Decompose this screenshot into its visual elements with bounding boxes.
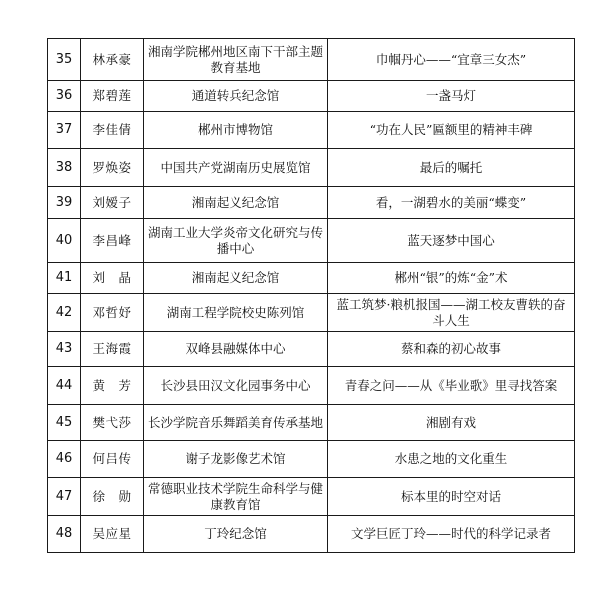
person-name: 樊弋莎 <box>81 405 144 441</box>
nominee-table <box>47 38 575 553</box>
venue-name: 双峰县融媒体中心 <box>144 332 328 367</box>
table-row <box>48 294 575 332</box>
story-title: “功在人民”匾额里的精神丰碑 <box>328 112 575 149</box>
table-row <box>48 219 575 263</box>
row-number: 44 <box>48 367 81 405</box>
story-title: 蓝天逐梦中国心 <box>328 219 575 263</box>
story-title: 青春之问——从《毕业歌》里寻找答案 <box>328 367 575 405</box>
row-number: 42 <box>48 294 81 332</box>
table-row <box>48 405 575 441</box>
venue-name: 湘南学院郴州地区南下干部主题教育基地 <box>144 39 328 81</box>
venue-name: 湖南工程学院校史陈列馆 <box>144 294 328 332</box>
table-row <box>48 441 575 478</box>
story-title: 湘剧有戏 <box>328 405 575 441</box>
person-name: 罗焕姿 <box>81 149 144 187</box>
venue-name: 常德职业技术学院生命科学与健康教育馆 <box>144 478 328 516</box>
venue-name: 湘南起义纪念馆 <box>144 263 328 294</box>
row-number: 46 <box>48 441 81 478</box>
table-row <box>48 516 575 553</box>
person-name: 徐 勋 <box>81 478 144 516</box>
row-number: 37 <box>48 112 81 149</box>
person-name: 李昌峰 <box>81 219 144 263</box>
row-number: 40 <box>48 219 81 263</box>
person-name: 王海霞 <box>81 332 144 367</box>
story-title: 郴州“银”的炼“金”术 <box>328 263 575 294</box>
table-row <box>48 39 575 81</box>
venue-name: 中国共产党湖南历史展览馆 <box>144 149 328 187</box>
person-name: 林承豪 <box>81 39 144 81</box>
story-title: 水患之地的文化重生 <box>328 441 575 478</box>
person-name: 刘 晶 <box>81 263 144 294</box>
story-title: 看，一湖碧水的美丽“蝶变” <box>328 187 575 219</box>
venue-name: 通道转兵纪念馆 <box>144 81 328 112</box>
table-row <box>48 187 575 219</box>
person-name: 邓哲妤 <box>81 294 144 332</box>
person-name: 黄 芳 <box>81 367 144 405</box>
table-row <box>48 263 575 294</box>
venue-name: 郴州市博物馆 <box>144 112 328 149</box>
story-title: 蔡和森的初心故事 <box>328 332 575 367</box>
venue-name: 谢子龙影像艺术馆 <box>144 441 328 478</box>
table-body <box>48 39 575 553</box>
row-number: 41 <box>48 263 81 294</box>
story-title: 蓝工筑梦·粮机报国——湖工校友曹轶的奋斗人生 <box>328 294 575 332</box>
person-name: 郑碧莲 <box>81 81 144 112</box>
story-title: 文学巨匠丁玲——时代的科学记录者 <box>328 516 575 553</box>
table-row <box>48 332 575 367</box>
table-row <box>48 149 575 187</box>
table-row <box>48 81 575 112</box>
venue-name: 长沙县田汉文化园事务中心 <box>144 367 328 405</box>
story-title: 一盏马灯 <box>328 81 575 112</box>
venue-name: 丁玲纪念馆 <box>144 516 328 553</box>
venue-name: 湘南起义纪念馆 <box>144 187 328 219</box>
table-row <box>48 478 575 516</box>
person-name: 何吕传 <box>81 441 144 478</box>
story-title: 巾帼丹心——“宜章三女杰” <box>328 39 575 81</box>
row-number: 38 <box>48 149 81 187</box>
table-row <box>48 112 575 149</box>
venue-name: 湖南工业大学炎帝文化研究与传播中心 <box>144 219 328 263</box>
row-number: 45 <box>48 405 81 441</box>
table-row <box>48 367 575 405</box>
row-number: 43 <box>48 332 81 367</box>
story-title: 标本里的时空对话 <box>328 478 575 516</box>
document-page <box>47 38 575 553</box>
person-name: 李佳倩 <box>81 112 144 149</box>
row-number: 47 <box>48 478 81 516</box>
row-number: 39 <box>48 187 81 219</box>
person-name: 刘嫒子 <box>81 187 144 219</box>
row-number: 36 <box>48 81 81 112</box>
row-number: 48 <box>48 516 81 553</box>
row-number: 35 <box>48 39 81 81</box>
venue-name: 长沙学院音乐舞蹈美育传承基地 <box>144 405 328 441</box>
story-title: 最后的嘱托 <box>328 149 575 187</box>
person-name: 吴应星 <box>81 516 144 553</box>
